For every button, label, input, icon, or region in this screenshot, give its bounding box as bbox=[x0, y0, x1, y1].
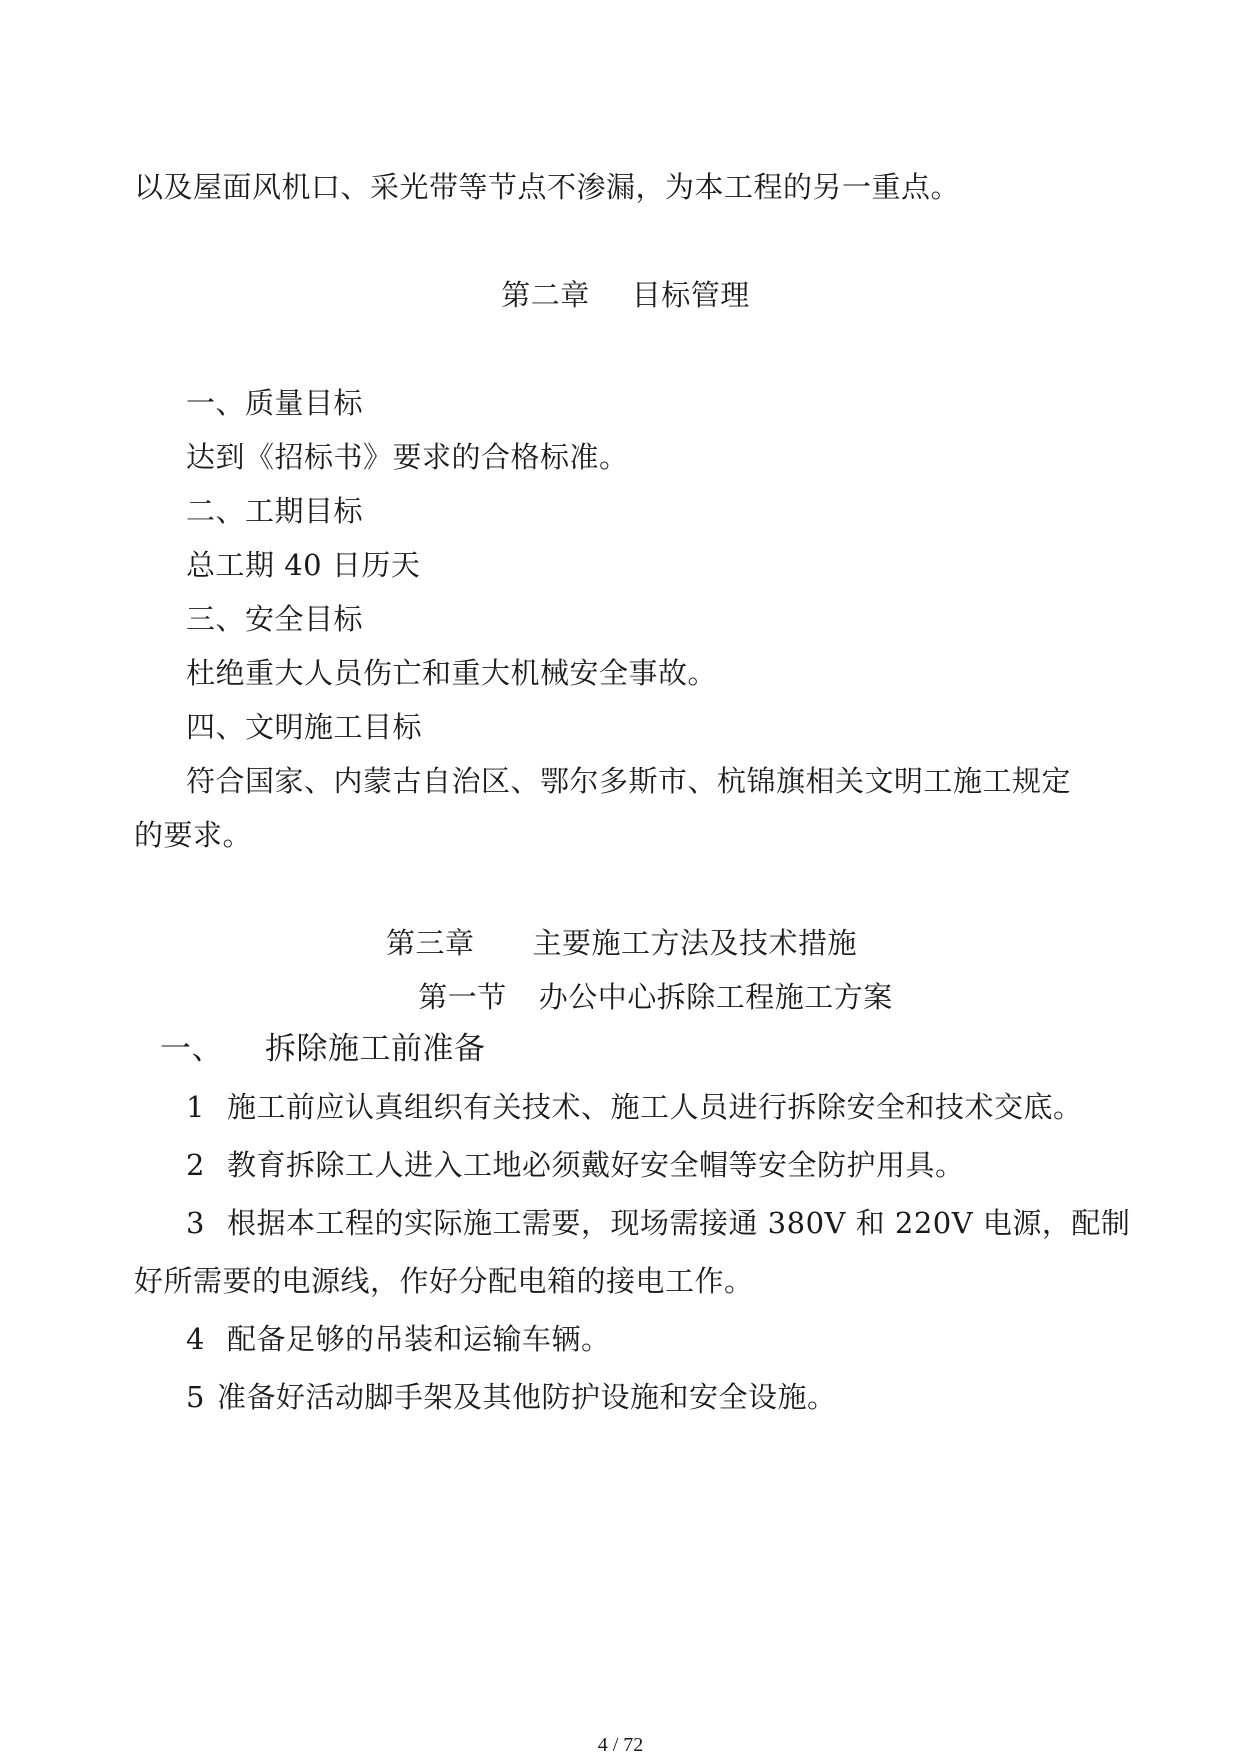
chapter-number: 第三章 bbox=[385, 926, 475, 960]
section-number: 第一节 bbox=[418, 980, 507, 1014]
paragraph-line: 以及屋面风机口、采光带等节点不渗漏，为本工程的另一重点。 bbox=[134, 170, 961, 204]
chapter-3-heading bbox=[0, 923, 1241, 963]
chapter-number: 第二章 bbox=[501, 278, 590, 312]
section-title: 办公中心拆除工程施工方案 bbox=[538, 980, 893, 1014]
list-item-number: 4 bbox=[186, 1322, 205, 1356]
list-item bbox=[186, 1319, 610, 1359]
list-item bbox=[186, 1203, 1130, 1243]
civilized-goal-text-line2: 的要求。 bbox=[134, 818, 253, 852]
civilized-goal-text-line1: 符合国家、内蒙古自治区、鄂尔多斯市、杭锦旗相关文明工施工规定 bbox=[186, 764, 1072, 798]
list-item-text: 根据本工程的实际施工需要，现场需接通 380V 和 220V 电源，配制 bbox=[226, 1206, 1131, 1240]
list-item bbox=[186, 1145, 964, 1185]
subsection-title: 拆除施工前准备 bbox=[265, 1031, 486, 1067]
list-item-continuation: 好所需要的电源线，作好分配电箱的接电工作。 bbox=[134, 1264, 754, 1298]
list-item-text: 准备好活动脚手架及其他防护设施和安全设施。 bbox=[216, 1380, 837, 1414]
list-item-number: 5 bbox=[186, 1380, 205, 1414]
schedule-goal-heading: 二、工期目标 bbox=[186, 494, 364, 528]
list-item-number: 2 bbox=[186, 1148, 205, 1182]
list-item-text: 施工前应认真组织有关技术、施工人员进行拆除安全和技术交底。 bbox=[226, 1090, 1083, 1124]
list-item bbox=[186, 1087, 1082, 1127]
schedule-goal-text: 总工期 40 日历天 bbox=[186, 548, 421, 582]
civilized-goal-heading: 四、文明施工目标 bbox=[186, 710, 423, 744]
chapter-title: 主要施工方法及技术措施 bbox=[532, 926, 858, 960]
list-item bbox=[186, 1377, 836, 1417]
list-item-text: 配备足够的吊装和运输车辆。 bbox=[226, 1322, 611, 1356]
list-item-text: 教育拆除工人进入工地必须戴好安全帽等安全防护用具。 bbox=[226, 1148, 965, 1182]
list-item-number: 3 bbox=[186, 1206, 205, 1240]
quality-goal-heading: 一、质量目标 bbox=[186, 386, 364, 420]
list-item-number: 1 bbox=[186, 1090, 205, 1124]
chapter-title: 目标管理 bbox=[631, 278, 750, 312]
chapter-2-heading bbox=[0, 275, 1241, 315]
subsection-heading bbox=[160, 1029, 486, 1069]
subsection-number: 一、 bbox=[160, 1031, 223, 1067]
safety-goal-text: 杜绝重大人员伤亡和重大机械安全事故。 bbox=[186, 656, 718, 690]
section-1-heading bbox=[0, 977, 1241, 1017]
page-number: 4 / 72 bbox=[597, 1734, 644, 1756]
safety-goal-heading: 三、安全目标 bbox=[186, 602, 364, 636]
quality-goal-text: 达到《招标书》要求的合格标准。 bbox=[186, 440, 629, 474]
